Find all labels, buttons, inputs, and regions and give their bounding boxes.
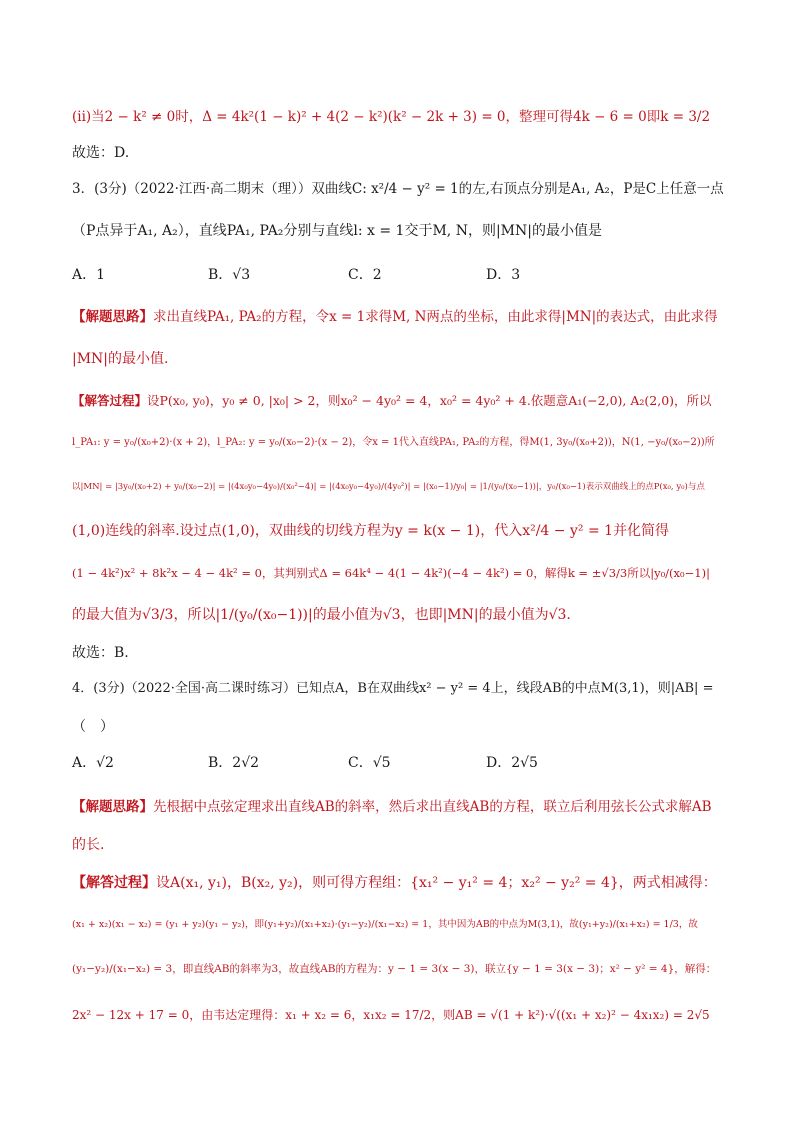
answer-q3: 故选：B. [72, 645, 129, 661]
option-b: B．2√2 [208, 755, 260, 771]
option-c: C．2 [348, 267, 382, 283]
solution-idea-text: 先根据中点弦定理求出直线AB的斜率，然后求出直线AB的方程，联立后利用弦长公式求解AB [153, 799, 712, 815]
solution-idea-q4 [72, 796, 724, 818]
solution-q3-line-3: 以|MN| = |3y₀/(x₀+2) + y₀/(x₀−2)| = |(4x₀y₀−4y₀)/(x₀²−4)| = |(4x₀y₀−4y₀)/(4y₀²)| = |(x₀−1)/y₀| = |1/(y₀/(x₀−1))|，y₀/(x₀−1)表示双曲线上的点P(x₀, y₀)与点 [72, 482, 705, 492]
solution-q4-line-3: (y₁−y₂)/(x₁−x₂) = 3，即直线AB的斜率为3，故直线AB的方程为：y − 1 = 3(x − 3)，联立{y − 1 = 3(x − 3)；x² − y² = 4}，解得： [72, 963, 717, 975]
solution-process-tag: 【解答过程】 [72, 875, 156, 891]
solution-idea-q3-cont: |MN|的最小值. [72, 351, 169, 367]
solution-process-text: 设A(x₁, y₁)，B(x₂, y₂)，则可得方程组：{x₁² − y₁² = 4；x₂² − y₂² = 4}，两式相减得： [156, 875, 717, 891]
solution-process-text: 设P(x₀, y₀)，y₀ ≠ 0, |x₀| > 2，则x₀² − 4y₀² = 4，x₀² = 4y₀² + 4.依题意A₁(−2,0), A₂(2,0)，所以 [147, 393, 712, 408]
solution-q4-line-2: (x₁ + x₂)(x₁ − x₂) = (y₁ + y₂)(y₁ − y₂)，即(y₁+y₂)/(x₁+x₂)·(y₁−y₂)/(x₁−x₂) = 1，其中因为AB的中点为M(3,1)，故(y₁+y₂)/(x₁+x₂) = 1/3，故 [72, 919, 698, 930]
solution-idea-tag: 【解题思路】 [72, 799, 153, 815]
question-4-stem: 4．(3分)（2022·全国·高二课时练习）已知点A，B在双曲线x² − y² = 4上，线段AB的中点M(3,1)，则|AB| = [72, 681, 714, 696]
solution-process-q3 [72, 390, 724, 412]
answer-q2: 故选：D. [72, 145, 130, 161]
solution-q3-line-5: (1 − 4k²)x² + 8k²x − 4 − 4k² = 0，其判别式Δ = 64k⁴ − 4(1 − 4k²)(−4 − 4k²) = 0，解得k = ±√3/3所以|y₀/(x₀−1)| [72, 566, 710, 580]
option-b: B．√3 [208, 267, 251, 283]
question-4-bracket: （ ） [72, 719, 114, 735]
solution-idea-tag: 【解题思路】 [72, 309, 153, 325]
question-3-stem: 3．(3分)（2022·江西·高二期末（理））双曲线C: x²/4 − y² = 1的左,右顶点分别是A₁, A₂，P是C上任意一点 [72, 181, 724, 197]
solution-q3-line-2: l_PA₁: y = y₀/(x₀+2)·(x + 2)，l_PA₂: y = y₀/(x₀−2)·(x − 2)，令x = 1代入直线PA₁, PA₂的方程，得M(1, 3y₀/(x₀+2))，N(1, −y₀/(x₀−2))所 [72, 437, 715, 448]
option-a: A．√2 [72, 755, 114, 771]
question-3-stem-cont: （P点异于A₁, A₂），直线PA₁, PA₂分别与直线l: x = 1交于M, N，则|MN|的最小值是 [72, 223, 602, 239]
option-c: C．√5 [348, 755, 391, 771]
solution-process-q4 [72, 872, 724, 894]
solution-q4-line-4: 2x² − 12x + 17 = 0，由韦达定理得：x₁ + x₂ = 6，x₁x₂ = 17/2，则AB = √(1 + k²)·√((x₁ + x₂)² − 4x₁x₂) = 2√5 [72, 1008, 710, 1022]
solution-idea-q4-cont: 的长. [72, 837, 105, 853]
case-ii-line: (ii)当2 − k² ≠ 0时，Δ = 4k²(1 − k)² + 4(2 − k²)(k² − 2k + 3) = 0，整理可得4k − 6 = 0即k = 3/2 [72, 109, 711, 125]
option-d: D．2√5 [486, 755, 538, 771]
solution-idea-q3 [72, 306, 724, 328]
solution-idea-text: 求出直线PA₁, PA₂的方程，令x = 1求得M, N两点的坐标，由此求得|MN|的表达式，由此求得 [153, 309, 718, 325]
option-d: D．3 [486, 267, 521, 283]
solution-q3-line-6: 的最大值为√3/3，所以|1/(y₀/(x₀−1))|的最小值为√3，也即|MN|的最小值为√3. [72, 607, 571, 623]
solution-process-tag: 【解答过程】 [72, 393, 148, 408]
option-a: A．1 [72, 267, 106, 283]
solution-q3-line-4: (1,0)连线的斜率.设过点(1,0)，双曲线的切线方程为y = k(x − 1)，代入x²/4 − y² = 1并化简得 [72, 523, 670, 539]
